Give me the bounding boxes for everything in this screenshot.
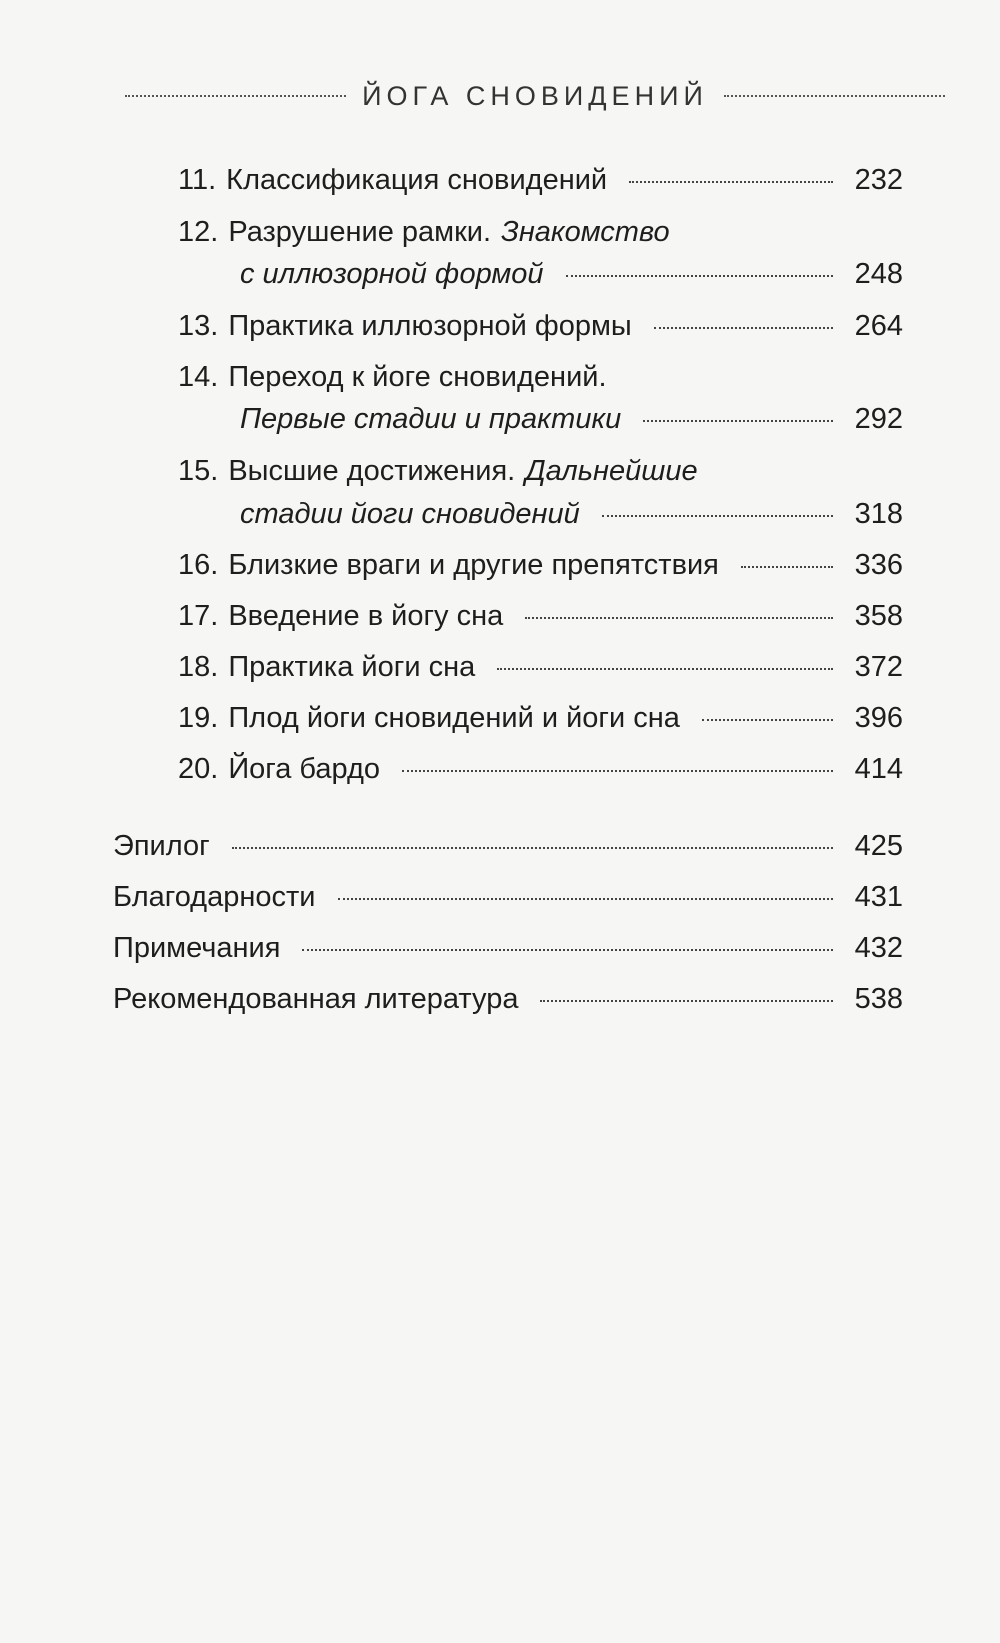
chapter-title: Йога бардо <box>228 753 381 785</box>
chapter-subtitle: Знакомство <box>501 216 670 248</box>
page-number: 264 <box>854 310 903 342</box>
running-head <box>125 78 945 114</box>
page-number: 318 <box>854 498 903 530</box>
section-title: Благодарности <box>113 881 316 913</box>
toc-entry-notes[interactable] <box>113 930 903 966</box>
toc-entry-12-continuation[interactable] <box>240 256 903 292</box>
toc-entry-14-continuation[interactable] <box>240 401 903 437</box>
page-number: 425 <box>854 830 903 862</box>
chapter-number: 17. <box>178 600 219 632</box>
toc-entry-recommended-reading[interactable] <box>113 981 903 1017</box>
toc-entry-epilogue[interactable] <box>113 828 903 864</box>
toc-entry-14[interactable] <box>178 359 903 395</box>
chapter-title: Близкие враги и другие препятствия <box>228 549 719 581</box>
chapter-title: Переход к йоге сновидений. <box>228 361 607 393</box>
dot-leader <box>338 898 833 900</box>
dot-leader <box>629 181 833 183</box>
dot-leader <box>741 566 833 568</box>
page-number: 431 <box>854 881 903 913</box>
chapter-number: 13. <box>178 310 219 342</box>
dot-leader <box>602 515 833 517</box>
toc-entry-acknowledgements[interactable] <box>113 879 903 915</box>
toc-entry-15[interactable] <box>178 453 903 489</box>
page-number: 336 <box>854 549 903 581</box>
page-number: 414 <box>854 753 903 785</box>
running-head-title: ЙОГА СНОВИДЕНИЙ <box>362 80 708 111</box>
page-number: 372 <box>854 651 903 683</box>
toc-entry-16[interactable] <box>178 547 903 583</box>
chapter-number: 20. <box>178 753 219 785</box>
dot-leader <box>232 847 833 849</box>
toc-entry-17[interactable] <box>178 598 903 634</box>
toc-entry-11[interactable] <box>178 162 903 198</box>
dot-leader <box>302 949 832 951</box>
dot-leader <box>497 668 832 670</box>
page-number: 232 <box>854 164 903 196</box>
chapter-title: Плод йоги сновидений и йоги сна <box>228 702 680 734</box>
page-number: 292 <box>854 403 903 435</box>
running-head-rule-right <box>724 95 945 97</box>
page-number: 358 <box>854 600 903 632</box>
section-title: Рекомендованная литература <box>113 983 519 1015</box>
chapter-number: 14. <box>178 361 219 393</box>
dot-leader <box>566 275 833 277</box>
dot-leader <box>540 1000 832 1002</box>
chapter-title: Классификация сновидений <box>226 164 608 196</box>
toc-entry-12[interactable] <box>178 214 903 250</box>
chapter-title: Разрушение рамки. <box>228 216 492 248</box>
section-title: Примечания <box>113 932 281 964</box>
page-number: 432 <box>854 932 903 964</box>
toc-entry-20[interactable] <box>178 751 903 787</box>
chapter-subtitle-cont: с иллюзорной формой <box>240 258 544 290</box>
section-title: Эпилог <box>113 830 210 862</box>
chapter-number: 18. <box>178 651 219 683</box>
running-head-rule-left <box>125 95 346 97</box>
chapter-subtitle-cont: стадии йоги сновидений <box>240 498 580 530</box>
page-number: 248 <box>854 258 903 290</box>
dot-leader <box>702 719 833 721</box>
chapter-number: 16. <box>178 549 219 581</box>
chapter-title: Практика йоги сна <box>228 651 476 683</box>
chapter-number: 11. <box>178 164 217 196</box>
chapter-number: 15. <box>178 455 219 487</box>
toc-entry-19[interactable] <box>178 700 903 736</box>
chapter-number: 19. <box>178 702 219 734</box>
page-number: 538 <box>854 983 903 1015</box>
chapter-title: Практика иллюзорной формы <box>228 310 632 342</box>
chapter-subtitle: Дальнейшие <box>525 455 698 487</box>
dot-leader <box>402 770 833 772</box>
dot-leader <box>654 327 833 329</box>
chapter-title: Высшие достижения. <box>228 455 516 487</box>
chapter-number: 12. <box>178 216 219 248</box>
toc-entry-15-continuation[interactable] <box>240 496 903 532</box>
toc-entry-18[interactable] <box>178 649 903 685</box>
chapter-subtitle-cont: Первые стадии и практики <box>240 403 622 435</box>
page-number: 396 <box>854 702 903 734</box>
dot-leader <box>525 617 832 619</box>
chapter-title: Введение в йогу сна <box>228 600 504 632</box>
toc-entry-13[interactable] <box>178 308 903 344</box>
dot-leader <box>643 420 832 422</box>
